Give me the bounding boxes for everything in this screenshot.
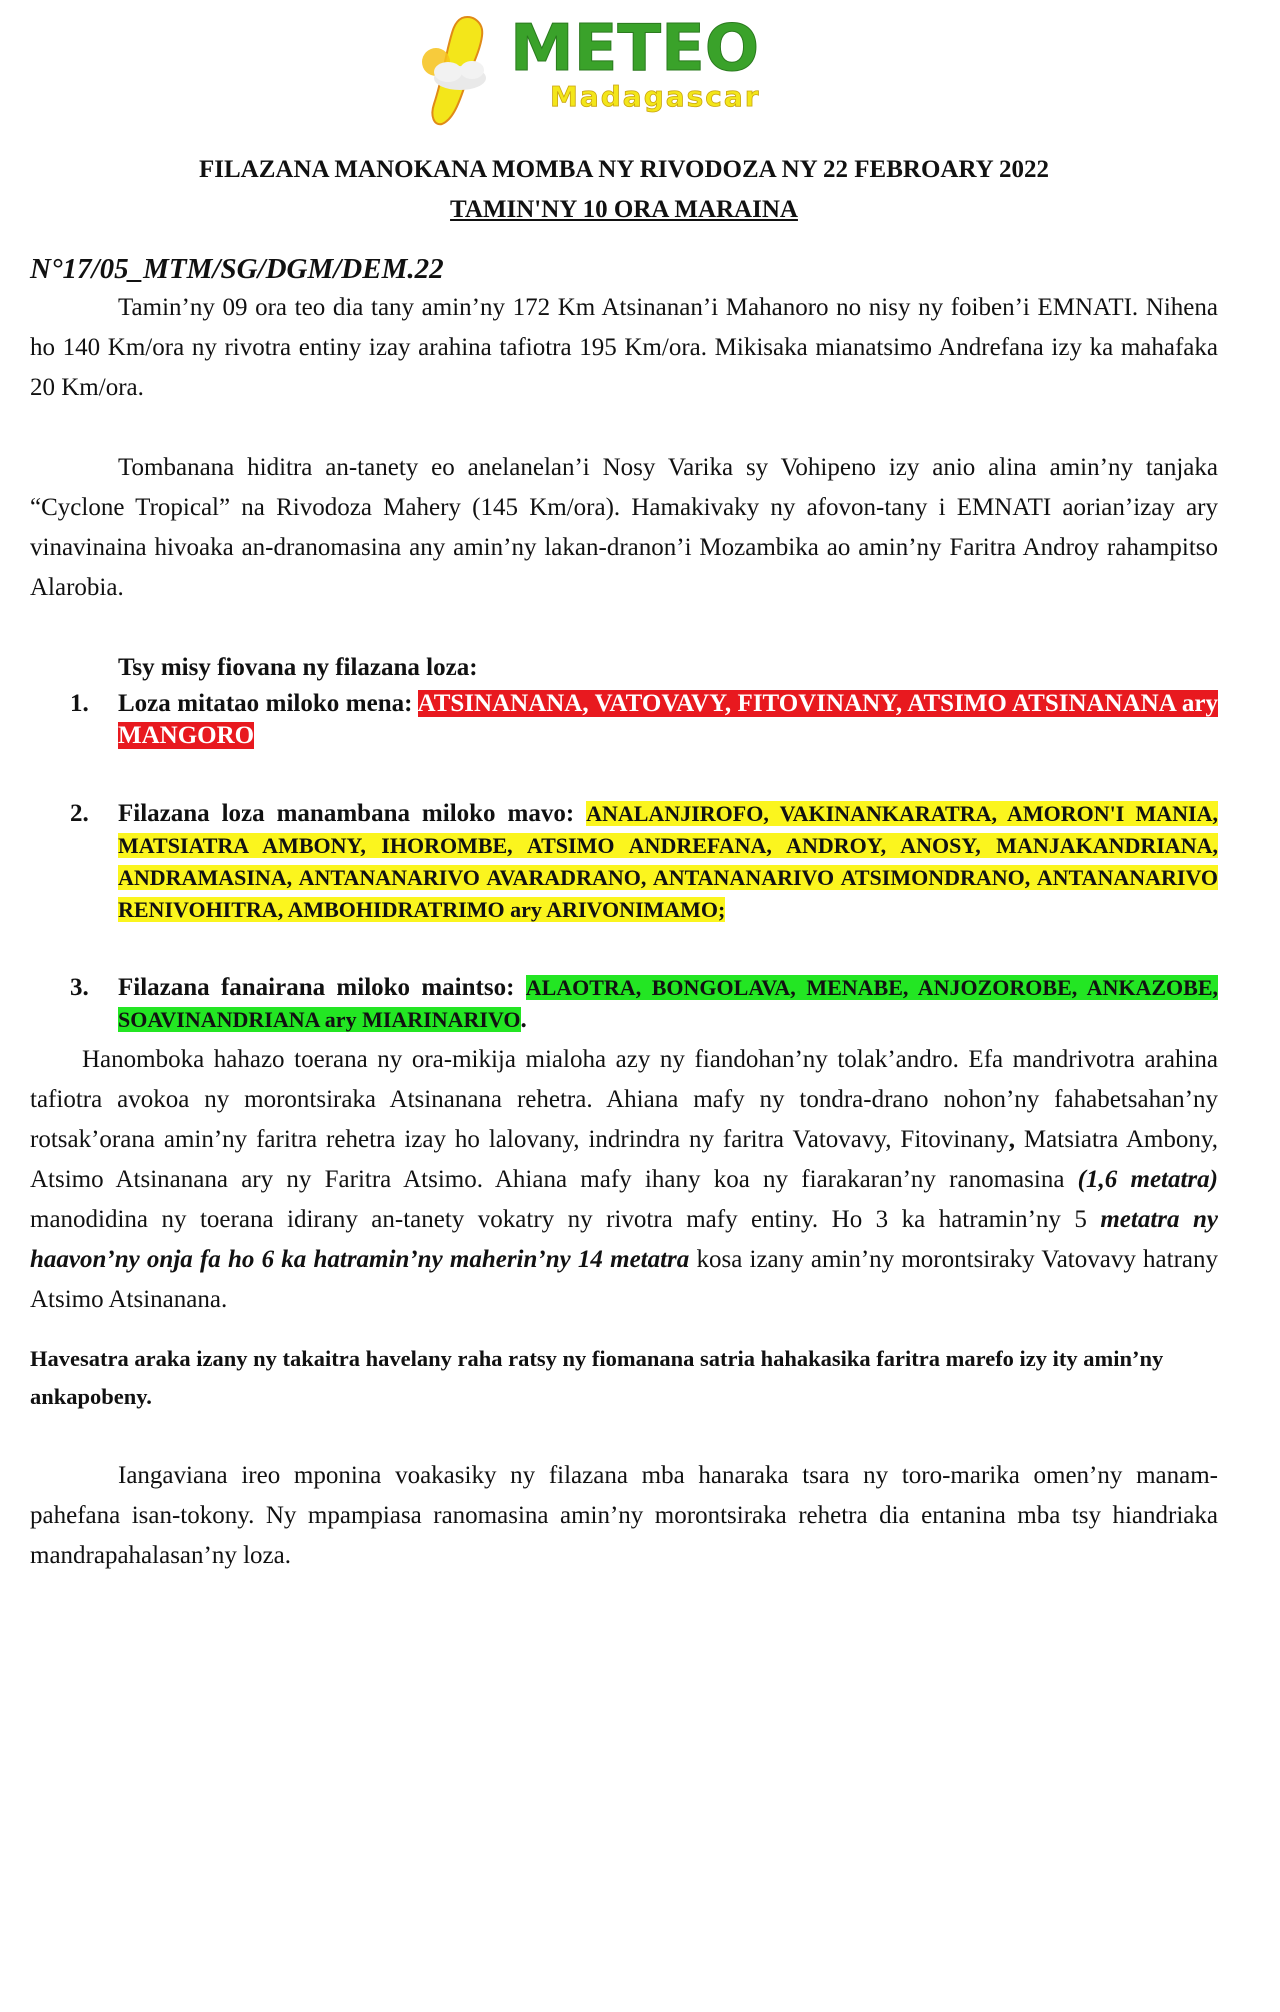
p3-text-a: Hanomboka hahazo toerana ny ora-mikija mialoha azy ny fiandohan’ny tolak’andro. Efa mandrivotra arahina tafiotra avokoa ny morontsiraka Atsinanana rehetra. Ahiana mafy ny tondra-drano nohon’ny fahabetsahan’ny rotsak’orana amin’ny faritra rehetra izay ho lalovany, indrindra ny faritra Vatovavy, Fitovinany <box>30 1046 1218 1153</box>
closing-advice: Iangaviana ireo mponina voakasiky ny filazana mba hanaraka tsara ny toro-marika omen’ny manam-pahefana isan-tokony. Ny mpampiasa ranomasina amin’ny morontsiraka rehetra dia entanina mba tsy hiandriaka mandrapahalasan’ny loza. <box>30 1462 1218 1569</box>
warning-item-red <box>30 688 1218 752</box>
warning-number: 2. <box>70 800 89 827</box>
warning-tail: . <box>520 1006 527 1033</box>
paragraph-rainfall <box>30 1040 1218 1320</box>
reference-number: N°17/05_MTM/SG/DGM/DEM.22 <box>30 253 444 285</box>
warning-list <box>30 688 1218 1036</box>
warnings-heading: Tsy misy fiovana ny filazana loza: <box>118 654 478 681</box>
p3-comma: , <box>1008 1126 1016 1153</box>
meteo-madagascar-logo <box>400 8 780 138</box>
warning-regions-red: ATSINANANA, VATOVAVY, FITOVINANY, ATSIMO ATSINANANA ary MANGORO <box>118 690 1218 749</box>
p3-text-e: manodidina ny toerana idirany an-tanety vokatry ny rivotra mafy entiny. Ho 3 ka hatramin’ny 5 <box>30 1206 1101 1233</box>
warning-number: 1. <box>70 690 89 717</box>
paragraph-position: Tamin’ny 09 ora teo dia tany amin’ny 172 Km Atsinanan’i Mahanoro no nisy ny foiben’i EMNATI. Nihena ho 140 Km/ora ny rivotra entiny izay arahina tafiotra 195 Km/ora. Mikisaka mianatsimo Andrefana izy ka mahafaka 20 Km/ora. <box>30 294 1218 401</box>
warning-label: Loza mitatao miloko mena: <box>118 690 418 717</box>
logo-graphic <box>400 8 780 138</box>
p3-surge-height: (1,6 metatra) <box>1077 1166 1218 1193</box>
warning-item-yellow <box>30 798 1218 926</box>
warning-regions-yellow: ANALANJIROFO, VAKINANKARATRA, AMORON'I MANIA, MATSIATRA AMBONY, IHOROMBE, ATSIMO ANDREFANA, ANDROY, ANOSY, MANJAKANDRIANA, ANDRAMASINA, ANTANANARIVO AVARADRANO, ANTANANARIVO ATSIMONDRANO, ANTANANARIVO RENIVOHITRA, AMBOHIDRATRIMO ary ARIVONIMAMO; <box>118 801 1218 922</box>
p3-text-c: Matsiatra Ambony, Atsimo Atsinanana ary ny Faritra Atsimo. Ahiana mafy ihany koa ny fiarakaran’ny ranomasina <box>30 1126 1219 1193</box>
title-line-1: FILAZANA MANOKANA MOMBA NY RIVODOZA NY 22 FEBROARY 2022 <box>198 156 1050 183</box>
logo-subtitle: Madagascar <box>550 80 761 113</box>
warning-number: 3. <box>70 974 89 1001</box>
title-line-2: TAMIN'NY 10 ORA MARAINA <box>450 196 798 223</box>
p3-wave-height: metatra ny haavon’ny onja fa ho 6 ka hatramin’ny maherin’ny 14 metatra <box>30 1206 1218 1273</box>
p3-text-g: kosa izany amin’ny morontsiraky Vatovavy hatrany Atsimo Atsinanana. <box>30 1246 1218 1313</box>
bulletin-body <box>30 250 1218 1576</box>
paragraph-landfall: Tombanana hiditra an-tanety eo anelanelan’i Nosy Varika sy Vohipeno izy anio alina amin’ny tanjaka “Cyclone Tropical” na Rivodoza Mahery (145 Km/ora). Hamakivaky ny afovon-tany i EMNATI aorian’izay ary vinavinaina hivoaka an-dranomasina any amin’ny lakan-dranon’i Mozambika ao amin’ny Faritra Androy rahampitso Alarobia. <box>30 454 1218 601</box>
logo-wordmark: METEO <box>510 12 760 86</box>
bulletin-title <box>30 150 1218 230</box>
impact-alert: Havesatra araka izany ny takaitra havelany raha ratsy ny fiomanana satria hahakasika faritra marefo izy ity amin’ny ankapobeny. <box>30 1346 1164 1409</box>
warning-item-green <box>30 972 1218 1036</box>
warning-label: Filazana fanairana miloko maintso: <box>118 974 526 1001</box>
warning-regions-green: ALAOTRA, BONGOLAVA, MENABE, ANJOZOROBE, ANKAZOBE, SOAVINANDRIANA ary MIARINARIVO <box>118 975 1218 1032</box>
warning-label: Filazana loza manambana miloko mavo: <box>118 800 587 827</box>
